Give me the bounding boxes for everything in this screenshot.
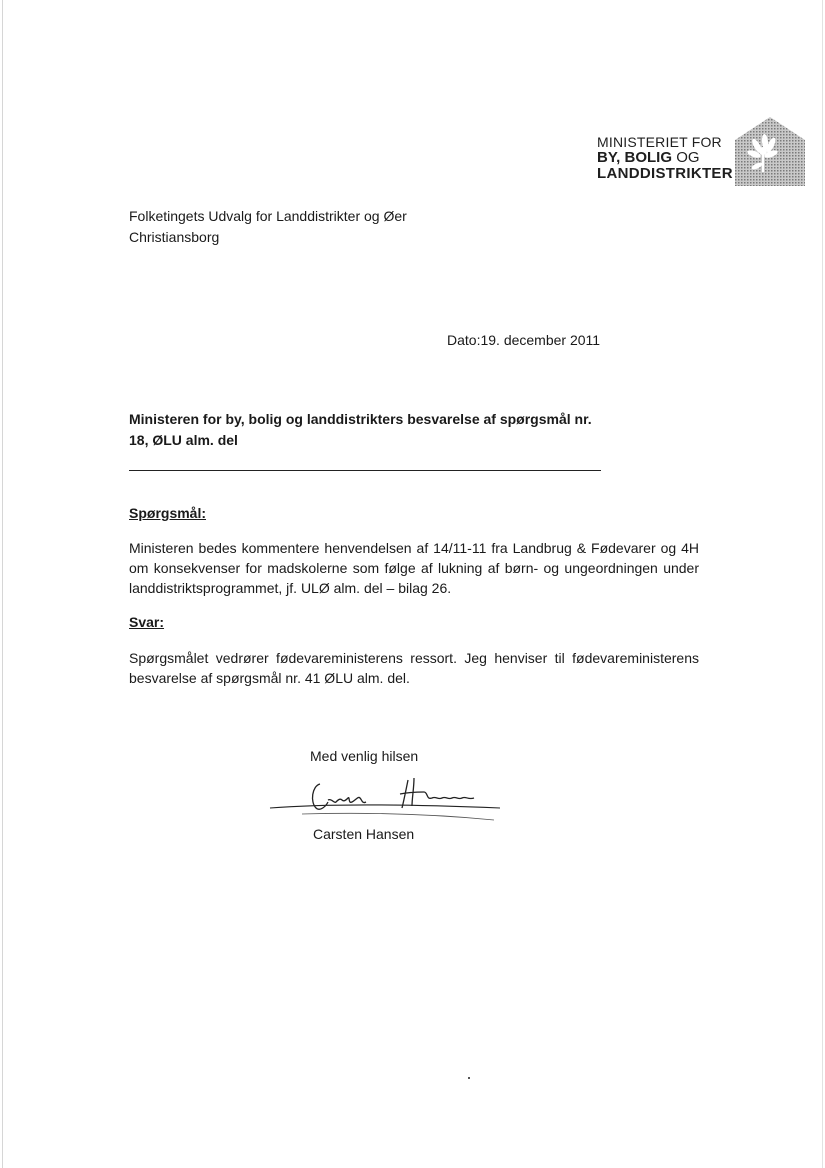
letterhead-line-3: LANDDISTRIKTER xyxy=(597,165,733,182)
recipient-line-2: Christiansborg xyxy=(129,229,220,245)
letterhead-line-1: MINISTERIET FOR xyxy=(597,134,722,150)
answer-heading: Svar: xyxy=(129,614,165,630)
subject-divider xyxy=(129,470,601,471)
signer-name: Carsten Hansen xyxy=(313,826,415,842)
answer-text: Spørgsmålet vedrører fødevareministerens ressort. Jeg henviser til fødevareministerens besvarelse af spørgsmål nr. 41 ØLU alm. del. xyxy=(129,650,699,686)
house-with-flower-icon xyxy=(735,116,805,186)
letterhead-line-2 xyxy=(597,150,737,166)
question-text: Ministeren bedes kommentere henvendelsen af 14/11-11 fra Landbrug & Fødevarer og 4H om konsekvenser for madskolerne som følge af lukning af børn- og ungeordningen under landdistriktsprogrammet, jf. ULØ alm. del – bilag 26. xyxy=(129,540,699,596)
scan-speck xyxy=(468,1077,470,1079)
letter-date: Dato:19. december 2011 xyxy=(447,332,601,348)
scan-edge-right xyxy=(822,0,823,1168)
letterhead-line-2-bold: BY, BOLIG xyxy=(597,149,673,166)
scan-edge-left xyxy=(2,0,3,1168)
question-heading: Spørgsmål: xyxy=(129,505,207,521)
ministry-letterhead xyxy=(597,134,737,182)
letter-subject: Ministeren for by, bolig og landdistrikters besvarelse af spørgsmål nr. 18, ØLU alm. del xyxy=(129,411,592,448)
recipient-address xyxy=(129,206,407,248)
letterhead-line-2-regular: OG xyxy=(676,149,700,166)
handwritten-signature xyxy=(262,770,507,826)
recipient-line-1: Folketingets Udvalg for Landdistrikter og Øer xyxy=(129,208,407,224)
closing-greeting: Med venlig hilsen xyxy=(310,748,419,764)
